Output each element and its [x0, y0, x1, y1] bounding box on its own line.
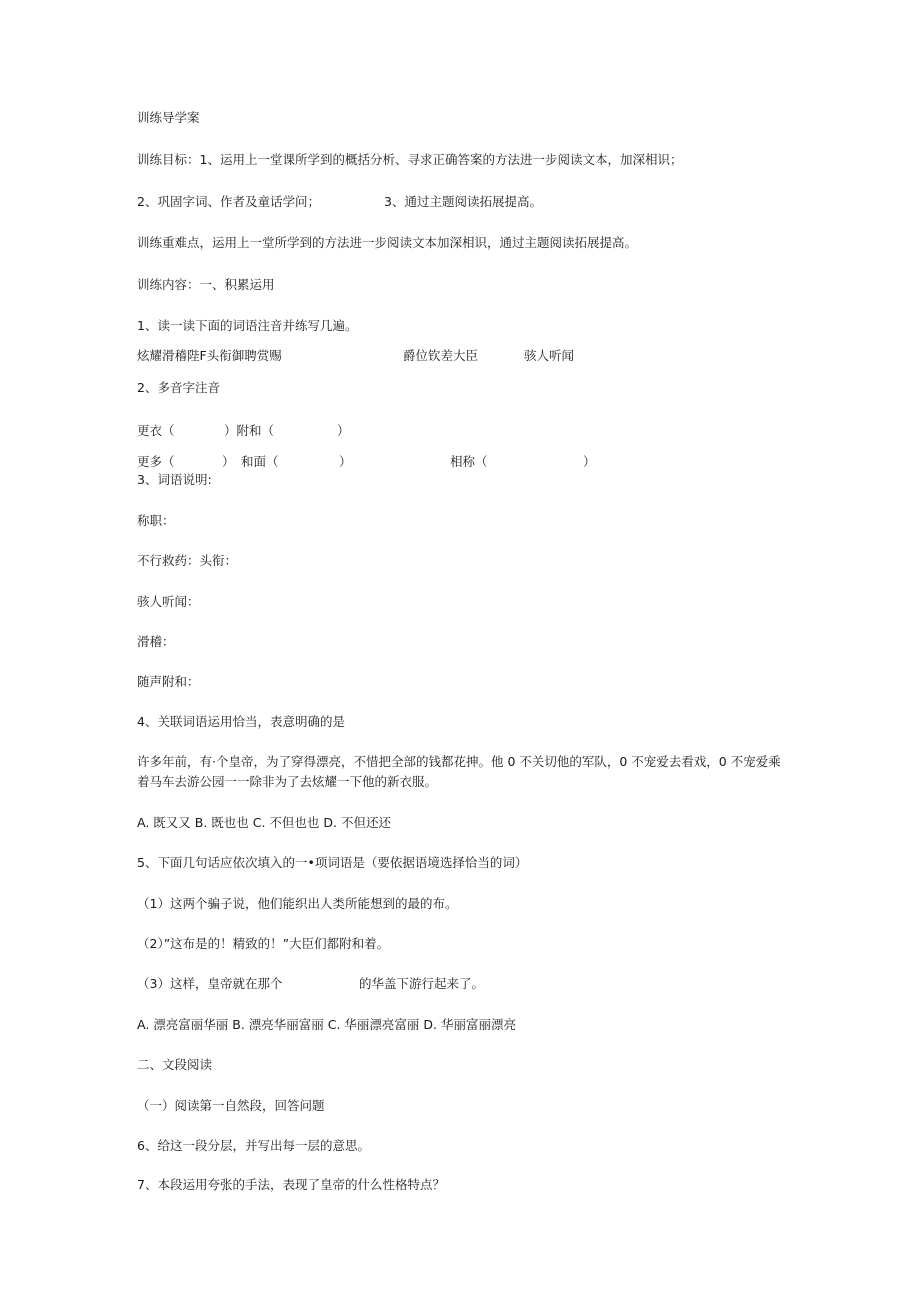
word-group-c: 骇人听闻: [524, 348, 575, 363]
content-heading: 训练内容：一、积累运用: [137, 277, 275, 292]
question-4: 4、关联词语运用恰当，表意明确的是: [137, 714, 345, 729]
question-4-passage: 许多年前，有·个皇帝，为了穿得漂亮，不惜把全部的钱都花抻。他 0 不关切他的军队，0 不宠爱去看戏，0 不宠爱乘着马车去游公园一一除非为了去炫耀一下他的新衣服。: [137, 754, 781, 789]
part-2-heading: 二、文段阅读: [137, 1057, 213, 1072]
polyphone-2: ）附和（: [224, 423, 275, 438]
doc-title: 训练导学案: [137, 110, 200, 125]
polyphone-5-close: ）: [583, 454, 596, 469]
question-4-options: A. 既又又 B. 既也也 C. 不但也也 D. 不但还还: [137, 815, 391, 830]
goal-2-text: 2、巩固字词、作者及童话学问；: [137, 194, 320, 209]
question-5-options: A. 漂亮富丽华丽 B. 漂亮华丽富丽 C. 华丽漂亮富丽 D. 华丽富丽漂亮: [137, 1017, 516, 1032]
polyphone-3: 更多（: [137, 454, 175, 469]
term-4: 滑稽：: [137, 634, 175, 649]
word-group-b: 爵位钦差大臣: [403, 348, 479, 363]
term-2: 不行救药：头衔：: [137, 553, 238, 568]
key-points: 训练重难点，运用上一堂所学到的方法进一步阅读文本加深相识，通过主题阅读拓展提高。: [137, 235, 638, 250]
polyphone-2-close: ）: [337, 423, 350, 438]
polyphone-4-close: ）: [339, 454, 352, 469]
part-2-subheading: （一）阅读第一自然段，回答问题: [137, 1098, 325, 1113]
term-1: 称职：: [137, 513, 175, 528]
sentence-3-start: （3）这样，皇帝就在那个: [137, 976, 283, 991]
goal-3-text: 3、通过主题阅读拓展提高。: [384, 194, 542, 209]
question-7: 7、本段运用夸张的手法，表现了皇帝的什么性格特点？: [137, 1177, 445, 1192]
polyphone-3-close: ）: [222, 454, 235, 469]
question-1: 1、读一读下面的词语注音并练写几遍。: [137, 318, 358, 333]
question-5: 5、下面几句话应依次填入的一•项词语是（要依据语境选择恰当的词）: [137, 855, 528, 870]
polyphone-5: 相称（: [450, 454, 488, 469]
question-3: 3、词语说明:: [137, 472, 212, 487]
question-2: 2、多音字注音: [137, 380, 220, 395]
question-5-sentence-2: （2）”这布是的！精致的！”大臣们都附和着。: [137, 936, 390, 951]
polyphone-1: 更衣（: [137, 423, 175, 438]
training-goals-line1: 训练目标：1、运用上一堂课所学到的概括分析、寻求正确答案的方法进一步阅读文本，加深相识；: [137, 152, 683, 167]
term-3: 骇人听闻：: [137, 594, 200, 609]
term-5: 随声附和：: [137, 674, 200, 689]
question-5-sentence-1: （1）这两个骗子说，他们能织出人类所能想到的最的布。: [137, 896, 458, 911]
word-group-a: 炫耀滑稽陛F头衔御聘赏赐: [137, 348, 282, 363]
sentence-3-end: 的华盖下游行起来了。: [359, 976, 485, 991]
polyphone-4: 和面（: [241, 454, 279, 469]
question-6: 6、给这一段分层，并写出每一层的意思。: [137, 1138, 370, 1153]
